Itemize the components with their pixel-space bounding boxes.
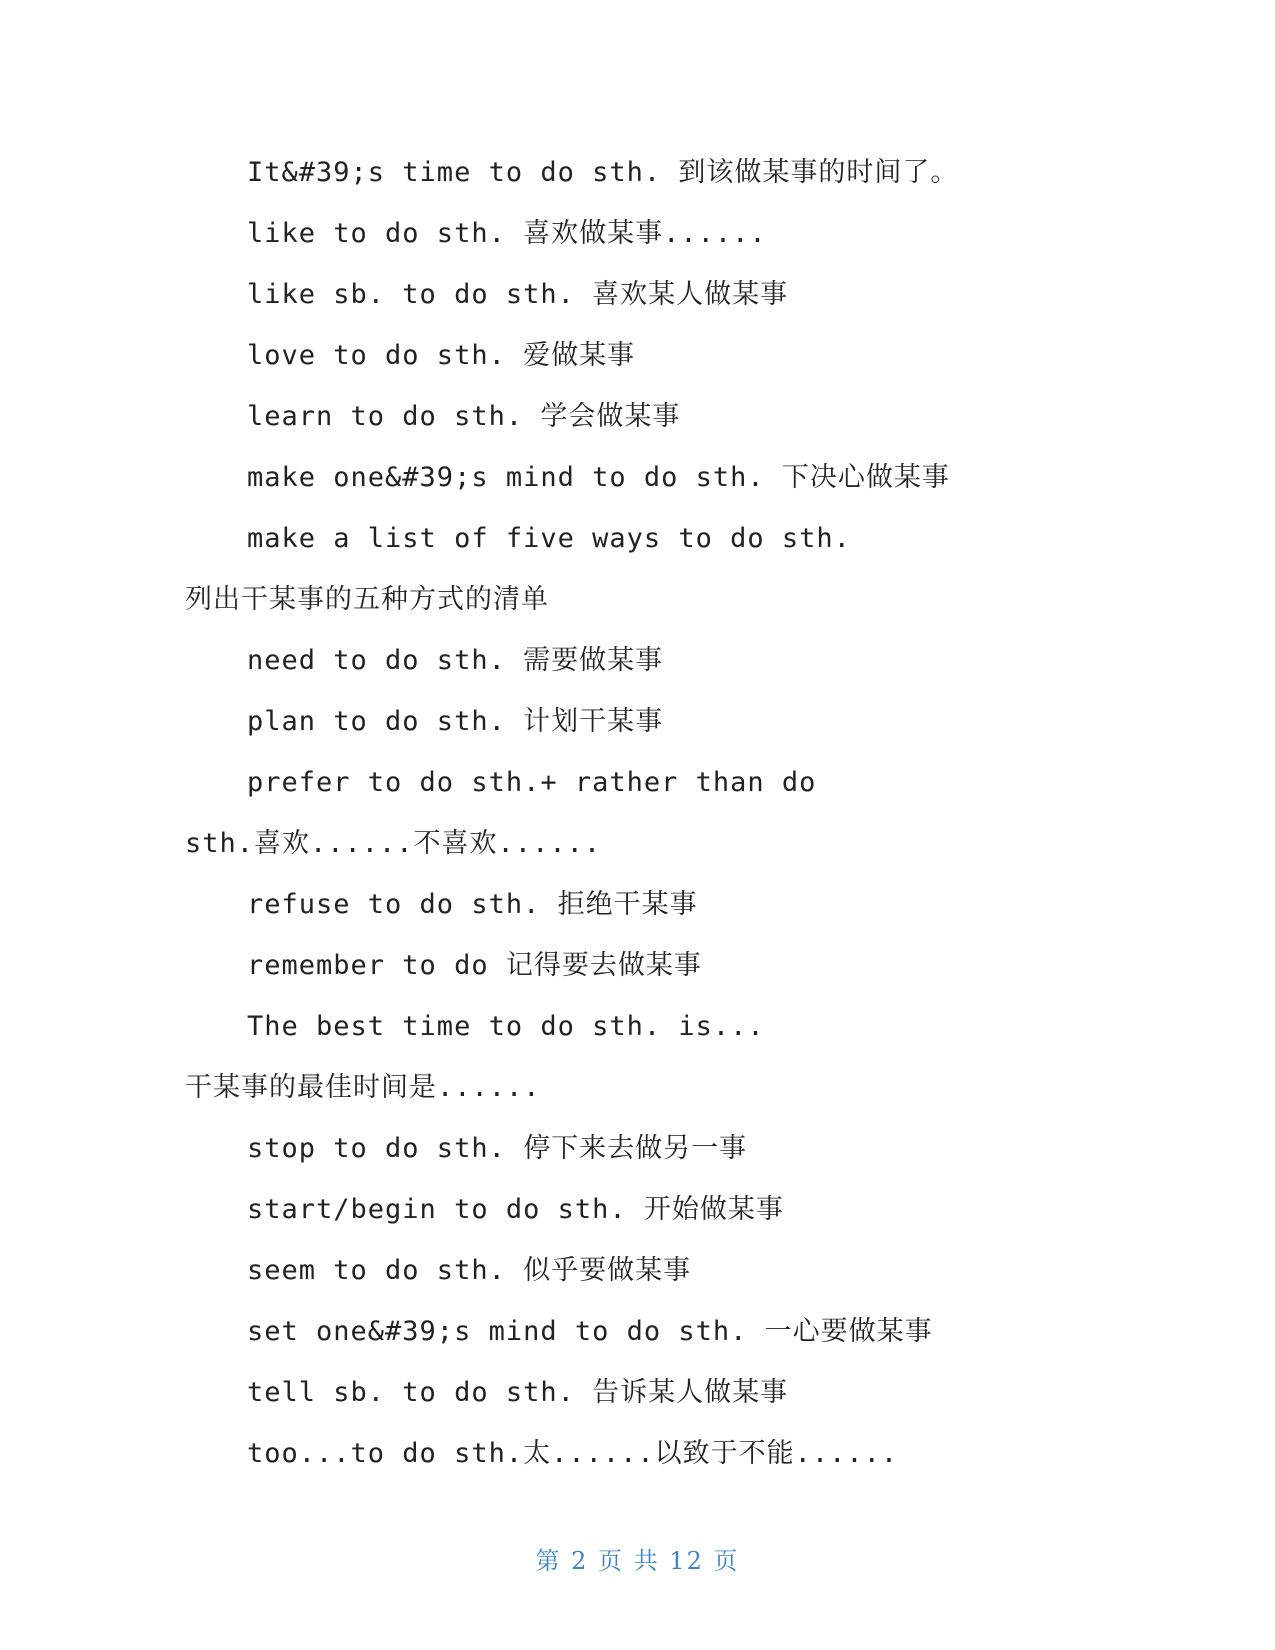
text-line: like sb. to do sth. 喜欢某人做某事 [247,279,789,310]
text-line-continuation: 干某事的最佳时间是...... [185,1072,541,1103]
text-line: seem to do sth. 似乎要做某事 [247,1255,692,1286]
page-number-footer: 第 2 页 共 12 页 [535,1547,740,1575]
text-line: love to do sth. 爱做某事 [247,340,636,371]
text-line: like to do sth. 喜欢做某事...... [247,218,767,249]
text-line: set one&#39;s mind to do sth. 一心要做某事 [247,1316,933,1347]
text-line: learn to do sth. 学会做某事 [247,401,681,432]
text-line: plan to do sth. 计划干某事 [247,706,664,737]
text-line: refuse to do sth. 拒绝干某事 [247,889,698,920]
text-line: prefer to do sth.+ rather than do [247,767,817,798]
text-line: stop to do sth. 停下来去做另一事 [247,1133,748,1164]
text-line: remember to do 记得要去做某事 [247,950,702,981]
text-line-continuation: 列出干某事的五种方式的清单 [185,584,549,615]
text-line: make a list of five ways to do sth. [247,523,851,554]
text-line: tell sb. to do sth. 告诉某人做某事 [247,1377,789,1408]
page-content [185,142,1085,1484]
text-line-continuation: sth.喜欢......不喜欢...... [185,828,602,859]
text-line: start/begin to do sth. 开始做某事 [247,1194,784,1225]
text-line: The best time to do sth. is... [247,1011,765,1042]
text-line: need to do sth. 需要做某事 [247,645,664,676]
text-line: It&#39;s time to do sth. 到该做某事的时间了。 [247,157,959,188]
text-line: make one&#39;s mind to do sth. 下决心做某事 [247,462,950,493]
text-line: too...to do sth.太......以致于不能...... [247,1438,899,1469]
